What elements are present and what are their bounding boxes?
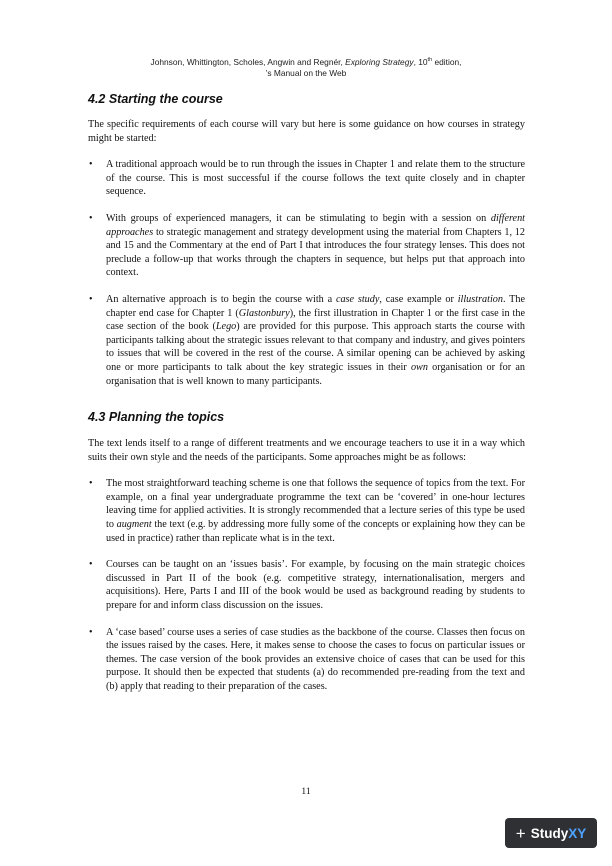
section-heading-4-2: 4.2 Starting the course <box>88 92 223 106</box>
plus-icon: + <box>515 823 526 843</box>
list-spacer <box>88 545 525 558</box>
header-line-2: ’s Manual on the Web <box>265 67 347 78</box>
page-number: 11 <box>301 787 311 797</box>
running-header <box>0 55 612 79</box>
brand-name: StudyXY <box>530 825 587 841</box>
book-title: Exploring Strategy <box>345 56 414 67</box>
page-body <box>88 92 525 694</box>
bullet-icon: • <box>89 212 93 224</box>
list-item: • With groups of experienced managers, it can be stimulating to begin with a session on different approaches to strategic management and strategy development using the material from Chapters 1, 12 and 15 and the Commentary at the end of Part I that introduces the four strategy lenses. This does not preclude a follow-up that works through the chapters in sequence, but helps put that approach into context. <box>89 212 525 279</box>
list-item: • A ‘case based’ course uses a series of case studies as the backbone of the course. Classes then focus on the issues raised by the cases. Here, it makes sense to choose the cases to focus on particular issues or themes. The case version of the book provides an extensive choice of cases that can be used for this purpose. It should then be expected that students (a) do recommended pre-reading from the text and (b) apply that reading to their preparation of the cases. <box>89 626 525 692</box>
list-item: • Courses can be taught on an ‘issues basis’. For example, by focusing on the main strategic choices discussed in Part II of the book (e.g. competitive strategy, internationalisation, mergers and acquisitions). Here, Parts I and III of the book would be used as background reading by students to prepare for and inform class discussion on the issues. <box>89 559 525 612</box>
section-4-2-intro: The specific requirements of each course will vary but here is some guidance on how courses in strategy might be started: <box>88 119 525 144</box>
list-item: • An alternative approach is to begin the course with a case study, case example or illustration. The chapter end case for Chapter 1 (Glastonbury), the first illustration in Chapter 1 or the first case in the case section of the book (Lego) are provided for this purpose. This approach starts the course with participants talking about the strategic issues relevant to that company and industry, and gives pointers to issues that will be covered in the rest of the course. A similar opening can be achieved by asking one or more participants to talk about the key strategic issues in their own organisation or for an organisation that is well known to many participants. <box>89 293 525 387</box>
list-item: • The most straightforward teaching scheme is one that follows the sequence of topics from the text. For example, on a final year undergraduate programme the text can be ‘covered’ in one-hour lectures leaving time for applied activities. It is strongly recommended that a lecture series of this type be used to augment the text (e.g. by addressing more fully some of the concepts or explaining how they can be used in practice) rather than replicate what is in the text. <box>89 478 525 544</box>
bullet-icon: • <box>89 559 93 571</box>
list-item: • A traditional approach would be to run through the issues in Chapter 1 and relate them to the structure of the course. This is most successful if the course follows the text quite closely and in chapter sequence. <box>89 159 525 198</box>
bullet-icon: • <box>89 478 93 490</box>
section-4-3-list <box>88 477 525 693</box>
studyxy-badge[interactable] <box>505 818 597 848</box>
header-line-1: Johnson, Whittington, Scholes, Angwin and Regnér, Exploring Strategy, 10th edition, <box>150 56 462 67</box>
bullet-icon: • <box>89 293 93 305</box>
list-spacer <box>88 199 525 212</box>
bullet-icon: • <box>89 626 93 638</box>
list-spacer <box>88 613 525 626</box>
section-4-2-list <box>88 158 525 388</box>
list-spacer <box>88 280 525 293</box>
bullet-icon: • <box>89 159 93 171</box>
section-heading-4-3: 4.3 Planning the topics <box>88 410 225 425</box>
section-4-3-intro: The text lends itself to a range of different treatments and we encourage teachers to use it in a way which suits their own style and the needs of the participants. Some approaches might be as follows: <box>88 438 525 463</box>
